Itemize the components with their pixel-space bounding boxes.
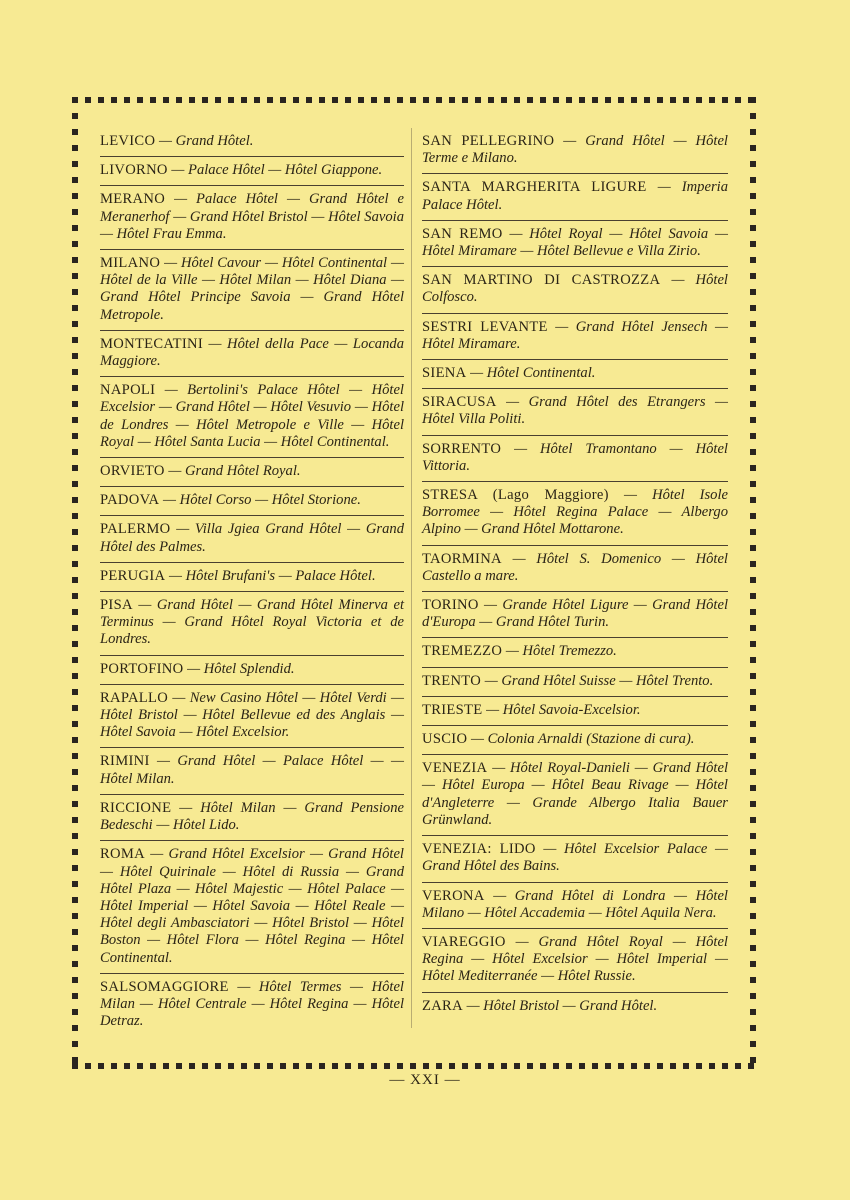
city-name: TREMEZZO xyxy=(422,643,503,660)
hotel-entry xyxy=(422,668,728,697)
hotel-entry xyxy=(422,726,728,755)
hotel-list: — New Casino Hôtel — Hôtel Verdi — Hôtel Bristol — Hôtel Bellevue ed des Anglais — Hôtel Savoia — Hôtel Excelsior. xyxy=(100,689,404,741)
page-number: — XXI — xyxy=(389,1072,461,1088)
hotel-entry xyxy=(422,482,728,546)
hotel-entry xyxy=(422,267,728,313)
hotel-list: — Hôtel Corso — Hôtel Storione. xyxy=(163,492,361,509)
city-name: NAPOLI xyxy=(100,382,156,399)
hotel-list: — Hôtel della Pace — Locanda Maggiore. xyxy=(100,335,404,370)
hotel-entry xyxy=(100,563,404,592)
hotel-list: — Hôtel Bristol — Grand Hôtel. xyxy=(466,997,658,1014)
hotel-list: — Grand Hôtel Excelsior — Grand Hôtel — Hôtel Quirinale — Hôtel di Russia — Grand Hôtel Plaza — Hôtel Majestic — Hôtel Palace — Hôtel Imperial — Hôtel Savoia — Hôtel Reale — Hôtel degli Ambasciatori — Hôtel Bristol — Hôtel Boston — Hôtel Flora — Hôtel Regina — Hôtel Continental. xyxy=(100,846,404,966)
hotel-list: — Grand Hôtel — Palace Hôtel — — Hôtel Milan. xyxy=(100,753,404,787)
city-name: SAN MARTINO DI CASTROZZA xyxy=(422,272,661,289)
hotel-list: — Hôtel Tremezzo. xyxy=(505,643,617,660)
hotel-entry xyxy=(422,128,728,174)
hotel-entry xyxy=(100,250,404,331)
hotel-list: — Hôtel Savoia-Excelsior. xyxy=(486,701,641,718)
city-name: TRENTO xyxy=(422,672,482,689)
hotel-list: — Grande Hôtel Ligure — Grand Hôtel d'Europa — Grand Hôtel Turin. xyxy=(422,597,729,631)
hotel-list: — Grand Hôtel — Grand Hôtel Minerva et Terminus — Grand Hôtel Royal Victoria et de Londres. xyxy=(100,597,404,648)
city-name: STRESA (Lago Maggiore) xyxy=(422,487,609,504)
hotel-entry xyxy=(422,436,728,482)
city-name: VENEZIA: LIDO xyxy=(422,841,536,858)
dotted-border-right xyxy=(750,97,756,1069)
hotel-entry xyxy=(422,883,728,929)
hotel-list: — Hôtel Excelsior Palace — Grand Hôtel des Bains. xyxy=(422,841,728,875)
hotel-entry xyxy=(422,546,728,592)
hotel-list: — Palace Hôtel — Hôtel Giappone. xyxy=(171,162,383,179)
city-name: TORINO xyxy=(422,597,479,614)
city-name: TAORMINA xyxy=(422,550,502,567)
hotel-entry xyxy=(422,592,728,638)
hotel-list: — Hôtel Colfosco. xyxy=(422,272,728,306)
hotel-list: — Grand Hôtel Jensech — Hôtel Miramare. xyxy=(422,318,728,352)
hotel-list: — Hôtel Royal — Hôtel Savoia — Hôtel Miramare — Hôtel Bellevue e Villa Zirio. xyxy=(422,225,728,260)
city-name: ORVIETO xyxy=(100,463,165,480)
city-name: VIAREGGIO xyxy=(422,933,506,950)
left-column xyxy=(100,128,404,1036)
hotel-entry xyxy=(422,314,728,360)
city-name: PADOVA xyxy=(100,492,160,509)
hotel-entry xyxy=(100,128,404,157)
city-name: RICCIONE xyxy=(100,799,172,816)
hotel-list: — Villa Jgiea Grand Hôtel — Grand Hôtel des Palmes. xyxy=(100,521,404,555)
hotel-list: — Grand Hôtel des Etrangers — Hôtel Villa Politi. xyxy=(422,394,728,428)
city-name: PISA xyxy=(100,597,133,614)
hotel-list: — Hôtel Royal-Danieli — Grand Hôtel — Hôtel Europa — Hôtel Beau Rivage — Hôtel d'Angleterre — Grande Albergo Italia Bauer Grünwland. xyxy=(422,760,729,828)
city-name: LEVICO xyxy=(100,133,156,149)
hotel-list: — Grand Hôtel di Londra — Hôtel Milano — Hôtel Accademia — Hôtel Aquila Nera. xyxy=(422,887,728,921)
hotel-entry xyxy=(100,974,404,1037)
hotel-entry xyxy=(100,656,404,685)
hotel-entry xyxy=(100,186,404,250)
city-name: SAN REMO xyxy=(422,225,503,242)
hotel-list: — Grand Hôtel Royal. xyxy=(168,463,301,480)
hotel-list: — Hôtel Milan — Grand Pensione Bedeschi — Hôtel Lido. xyxy=(100,799,404,834)
hotel-list: — Hôtel S. Domenico — Hôtel Castello a mare. xyxy=(422,550,728,584)
hotel-list: — Grand Hôtel Suisse — Hôtel Trento. xyxy=(484,672,714,689)
hotel-entry xyxy=(422,221,728,267)
hotel-list: — Hôtel Splendid. xyxy=(187,660,295,677)
city-name: MILANO xyxy=(100,255,161,272)
column-divider xyxy=(411,128,412,1028)
city-name: SAN PELLEGRINO xyxy=(422,133,555,149)
hotel-entry xyxy=(100,748,404,794)
hotel-list: — Hôtel Continental. xyxy=(470,365,596,382)
hotel-entry xyxy=(422,389,728,435)
hotel-entry xyxy=(100,841,404,973)
city-name: USCIO xyxy=(422,731,468,748)
city-name: LIVORNO xyxy=(100,162,168,179)
city-name: SALSOMAGGIORE xyxy=(100,978,229,995)
hotel-entry xyxy=(100,487,404,516)
city-name: MONTECATINI xyxy=(100,335,204,352)
city-name: RIMINI xyxy=(100,753,150,770)
city-name: SIRACUSA xyxy=(422,394,497,411)
city-name: RAPALLO xyxy=(100,689,169,706)
city-name: VENEZIA xyxy=(422,760,488,777)
city-name: PORTOFINO xyxy=(100,660,184,677)
hotel-list: — Hôtel Tramontano — Hôtel Vittoria. xyxy=(422,440,728,474)
hotel-list: — Grand Hôtel — Hôtel Terme e Milano. xyxy=(422,133,728,167)
city-name: MERANO xyxy=(100,191,166,208)
hotel-list: — Hôtel Termes — Hôtel Milan — Hôtel Centrale — Hôtel Regina — Hôtel Detraz. xyxy=(100,978,404,1030)
hotel-entry xyxy=(422,697,728,726)
hotel-list: — Palace Hôtel — Grand Hôtel e Meranerhof — Grand Hôtel Bristol — Hôtel Savoia — Hôtel Frau Emma. xyxy=(100,191,404,242)
hotel-entry xyxy=(422,755,728,836)
hotel-entry xyxy=(422,993,728,1021)
hotel-list: — Grand Hôtel. xyxy=(158,133,254,149)
hotel-list: — Hôtel Isole Borromee — Hôtel Regina Palace — Albergo Alpino — Grand Hôtel Mottarone. xyxy=(422,487,728,538)
hotel-entry xyxy=(100,458,404,487)
dotted-border-top xyxy=(72,97,756,103)
hotel-entry xyxy=(100,685,404,749)
city-name: VERONA xyxy=(422,887,485,904)
hotel-entry xyxy=(100,795,404,841)
hotel-entry xyxy=(422,638,728,667)
hotel-entry xyxy=(422,174,728,220)
city-name: TRIESTE xyxy=(422,701,483,718)
hotel-entry xyxy=(100,331,404,377)
hotel-entry xyxy=(422,360,728,389)
dotted-border-bottom xyxy=(72,1063,756,1069)
hotel-entry xyxy=(100,157,404,186)
hotel-entry xyxy=(100,516,404,562)
hotel-entry xyxy=(100,592,404,656)
dotted-border-left xyxy=(72,97,78,1069)
hotel-list: — Hôtel Brufani's — Palace Hôtel. xyxy=(169,567,376,584)
city-name: PERUGIA xyxy=(100,567,166,584)
city-name: SORRENTO xyxy=(422,440,502,457)
right-column xyxy=(422,128,728,1021)
hotel-list: — Bertolini's Palace Hôtel — Hôtel Excelsior — Grand Hôtel — Hôtel Vesuvio — Hôtel de Londres — Hôtel Metropole e Ville — Hôtel Royal — Hôtel Santa Lucia — Hôtel Continental. xyxy=(100,382,404,450)
hotel-entry xyxy=(422,929,728,993)
city-name: SANTA MARGHERITA LIGURE xyxy=(422,179,647,196)
city-name: ROMA xyxy=(100,846,145,863)
city-name: SESTRI LEVANTE xyxy=(422,318,548,335)
hotel-list: — Colonia Arnaldi (Stazione di cura). xyxy=(470,731,695,748)
city-name: PALERMO xyxy=(100,521,171,538)
hotel-list: — Grand Hôtel Royal — Hôtel Regina — Hôtel Excelsior — Hôtel Imperial — Hôtel Mediterranée — Hôtel Russie. xyxy=(422,933,728,985)
hotel-entry xyxy=(422,836,728,882)
hotel-list: — Hôtel Cavour — Hôtel Continental — Hôtel de la Ville — Hôtel Milan — Hôtel Diana — Grand Hôtel Principe Savoia — Grand Hôtel Metropole. xyxy=(100,255,404,323)
city-name: ZARA xyxy=(422,997,463,1014)
hotel-entry xyxy=(100,377,404,458)
hotel-list: — Imperia Palace Hôtel. xyxy=(422,179,728,213)
city-name: SIENA xyxy=(422,365,467,382)
